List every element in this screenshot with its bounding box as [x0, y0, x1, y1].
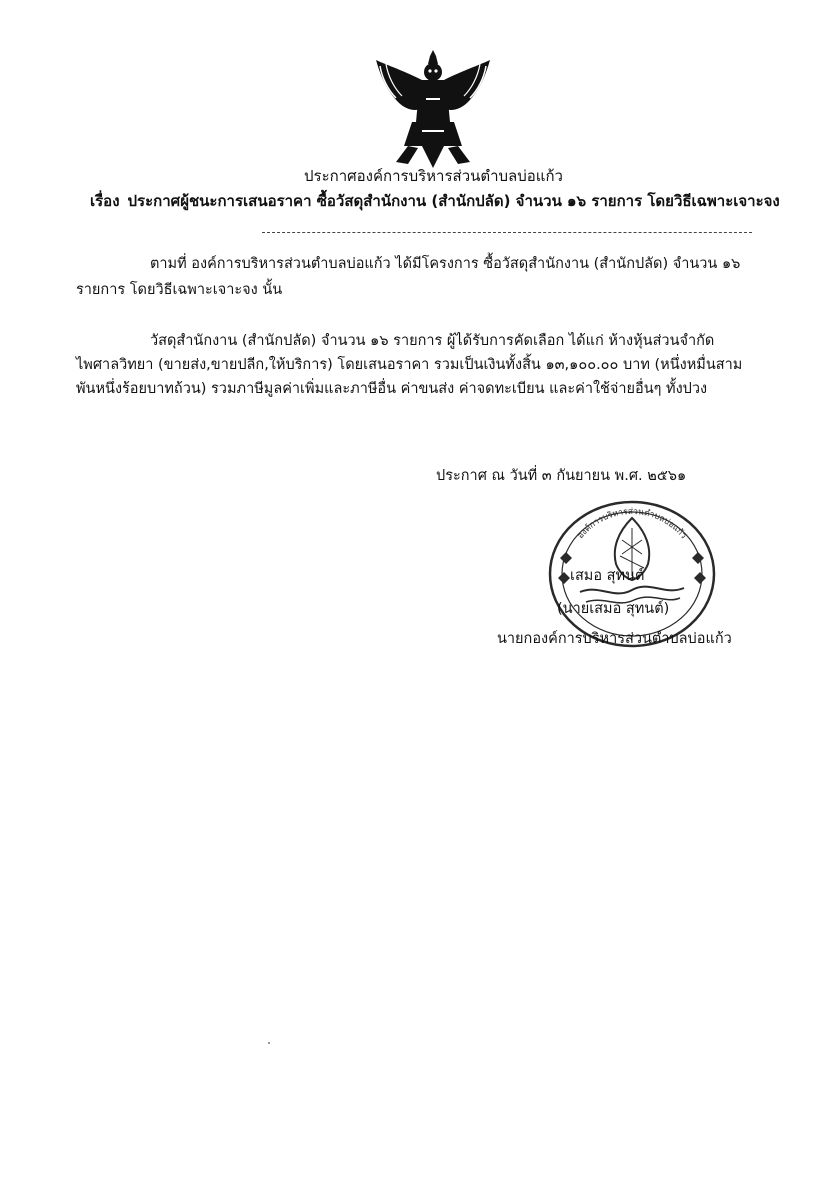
paragraph2-line1: วัสดุสำนักงาน (สำนักปลัด) จำนวน ๑๖ รายการ ผู้ได้รับการคัดเลือก ได้แก่ ห้างหุ้นส่วนจำกัด [150, 333, 715, 349]
signature-name: เสมอ สุทนต์ [570, 568, 645, 584]
subject-line [90, 191, 780, 211]
svg-text:องค์การบริหารส่วนตำบลบ่อแก้ว: องค์การบริหารส่วนตำบลบ่อแก้ว [575, 506, 689, 541]
announcement-date: ประกาศ ณ วันที่ ๓ กันยายน พ.ศ. ๒๕๖๑ [436, 468, 687, 484]
announcement-title: ประกาศองค์การบริหารส่วนตำบลบ่อแก้ว [304, 167, 563, 185]
subject-text: ประกาศผู้ชนะการเสนอราคา ซื้อวัสดุสำนักงาน (สำนักปลัด) จำนวน ๑๖ รายการ โดยวิธีเฉพาะเจาะจง [127, 192, 780, 210]
signatory-full-name: (นายเสมอ สุทนต์) [557, 601, 670, 617]
paragraph2-line2: ไพศาลวิทยา (ขายส่ง,ขายปลีก,ให้บริการ) โดยเสนอราคา รวมเป็นเงินทั้งสิ้น ๑๓,๑๐๐.๐๐ บาท (หนึ่งหมื่นสาม [76, 357, 743, 373]
paragraph1-line2: รายการ โดยวิธีเฉพาะเจาะจง นั้น [76, 282, 283, 298]
paragraph1-line1: ตามที่ องค์การบริหารส่วนตำบลบ่อแก้ว ได้มีโครงการ ซื้อวัสดุสำนักงาน (สำนักปลัด) จำนวน ๑๖ [150, 256, 741, 272]
subject-label: เรื่อง [90, 192, 120, 210]
dashed-divider [262, 232, 752, 233]
scan-speck [268, 1042, 270, 1044]
signatory-title: นายกองค์การบริหารส่วนตำบลบ่อแก้ว [497, 631, 732, 647]
paragraph2-line3: พันหนึ่งร้อยบาทถ้วน) รวมภาษีมูลค่าเพิ่มและภาษีอื่น ค่าขนส่ง ค่าจดทะเบียน และค่าใช้จ่ายอื่นๆ ทั้งปวง [76, 381, 708, 397]
garuda-emblem-icon [372, 50, 494, 170]
